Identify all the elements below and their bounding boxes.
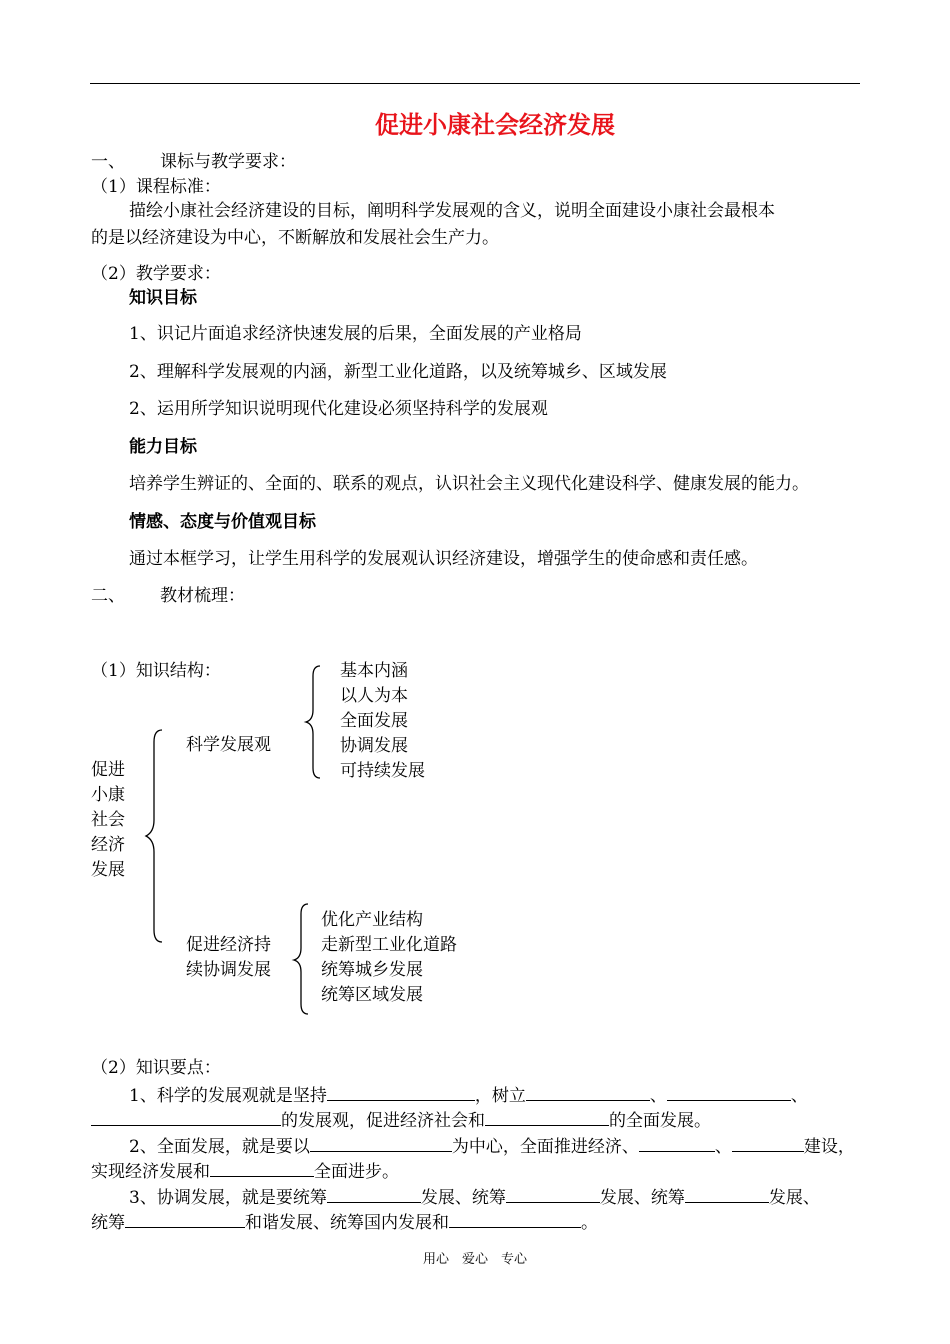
root-brace (140, 728, 170, 944)
point3-line2 (91, 1210, 598, 1233)
fill-blank[interactable] (327, 1185, 421, 1203)
standard-text-line2: 的是以经济建设为中心，不断解放和发展社会生产力。 (91, 228, 499, 248)
branch2-item: 统筹区域发展 (321, 985, 423, 1005)
knowledge-points-label: （2）知识要点： (91, 1058, 221, 1078)
point-text: 统筹 (91, 1213, 125, 1233)
branch2-item: 优化产业结构 (321, 910, 423, 930)
fill-blank[interactable] (685, 1185, 769, 1203)
header-rule (90, 83, 860, 84)
point-text: 、 (790, 1086, 808, 1106)
section2-number: 二、 (91, 586, 125, 606)
page-title: 促进小康社会经济发展 (375, 111, 615, 139)
point-text: 和谐发展、统筹国内发展和 (245, 1213, 449, 1233)
knowledge-structure-label: （1）知识结构： (91, 661, 221, 681)
section2-heading: 教材梳理： (160, 586, 245, 606)
page-footer: 用心 爱心 专心 (422, 1252, 527, 1267)
standard-text-line1: 描绘小康社会经济建设的目标，阐明科学发展观的含义，说明全面建设小康社会最根本 (129, 201, 775, 221)
root-text: 社会 (91, 810, 125, 830)
fill-blank[interactable] (310, 1134, 452, 1152)
point2-line1 (129, 1134, 855, 1157)
branch1-item: 以人为本 (340, 686, 408, 706)
branch2-label-line2: 续协调发展 (186, 960, 271, 980)
course-standard-label: （1）课程标准： (91, 177, 221, 197)
fill-blank[interactable] (732, 1134, 804, 1152)
root-text: 促进 (91, 760, 125, 780)
point-text: 为中心，全面推进经济、 (451, 1137, 639, 1157)
ability-goal-text: 培养学生辨证的、全面的、联系的观点，认识社会主义现代化建设科学、健康发展的能力。 (129, 474, 809, 494)
branch2-item: 走新型工业化道路 (321, 935, 457, 955)
point1-line2 (91, 1108, 711, 1131)
knowledge-goal-item: 1、识记片面追求经济快速发展的后果，全面发展的产业格局 (129, 324, 582, 344)
fill-blank[interactable] (327, 1083, 475, 1101)
branch1-item: 可持续发展 (340, 761, 425, 781)
branch2-item: 统筹城乡发展 (321, 960, 423, 980)
fill-blank[interactable] (91, 1108, 281, 1126)
point-text: 发展、统筹 (599, 1188, 685, 1208)
knowledge-goal-title: 知识目标 (129, 288, 197, 308)
point-text: 发展、统筹 (420, 1188, 506, 1208)
knowledge-goal-item: 2、运用所学知识说明现代化建设必须坚持科学的发展观 (129, 399, 548, 419)
root-text: 小康 (91, 785, 125, 805)
point-text: 全面进步。 (314, 1162, 399, 1182)
point-text: 2、全面发展，就是要以 (129, 1137, 310, 1157)
point-text: 发展、 (768, 1188, 820, 1208)
branch1-brace (300, 664, 330, 782)
fill-blank[interactable] (125, 1210, 245, 1228)
branch1-label: 科学发展观 (186, 735, 271, 755)
section1-heading: 课标与教学要求： (160, 152, 296, 172)
point-text: 实现经济发展和 (91, 1162, 210, 1182)
teaching-requirements-label: （2）教学要求： (91, 264, 221, 284)
branch1-item: 基本内涵 (340, 661, 408, 681)
point-text: 、 (649, 1086, 667, 1106)
point-text: 、 (714, 1137, 732, 1157)
fill-blank[interactable] (526, 1083, 650, 1101)
point-text: 的全面发展。 (609, 1111, 711, 1131)
branch1-item: 全面发展 (340, 711, 408, 731)
point-text: 的发展观，促进经济社会和 (281, 1111, 485, 1131)
knowledge-goal-item: 2、理解科学发展观的内涵，新型工业化道路，以及统筹城乡、区域发展 (129, 362, 667, 382)
fill-blank[interactable] (485, 1108, 609, 1126)
point1-line1 (129, 1083, 808, 1106)
branch2-brace (288, 902, 318, 1018)
fill-blank[interactable] (506, 1185, 600, 1203)
section1-number: 一、 (91, 152, 125, 172)
point-text: ，树立 (474, 1086, 526, 1106)
root-text: 经济 (91, 835, 125, 855)
point-text: 。 (581, 1213, 598, 1233)
branch2-label-line1: 促进经济持 (186, 935, 271, 955)
point-text: 1、科学的发展观就是坚持 (129, 1086, 327, 1106)
diagram-root (91, 758, 131, 883)
fill-blank[interactable] (639, 1134, 715, 1152)
point3-line1 (129, 1185, 820, 1208)
emotion-goal-text: 通过本框学习，让学生用科学的发展观认识经济建设，增强学生的使命感和责任感。 (129, 549, 758, 569)
ability-goal-title: 能力目标 (129, 437, 197, 457)
fill-blank[interactable] (210, 1159, 314, 1177)
fill-blank[interactable] (667, 1083, 791, 1101)
branch1-item: 协调发展 (340, 736, 408, 756)
fill-blank[interactable] (449, 1210, 581, 1228)
point2-line2 (91, 1159, 399, 1182)
root-text: 发展 (91, 860, 125, 880)
emotion-goal-title: 情感、态度与价值观目标 (129, 512, 316, 532)
point-text: 3、协调发展，就是要统筹 (129, 1188, 327, 1208)
point-text: 建设， (803, 1137, 855, 1157)
